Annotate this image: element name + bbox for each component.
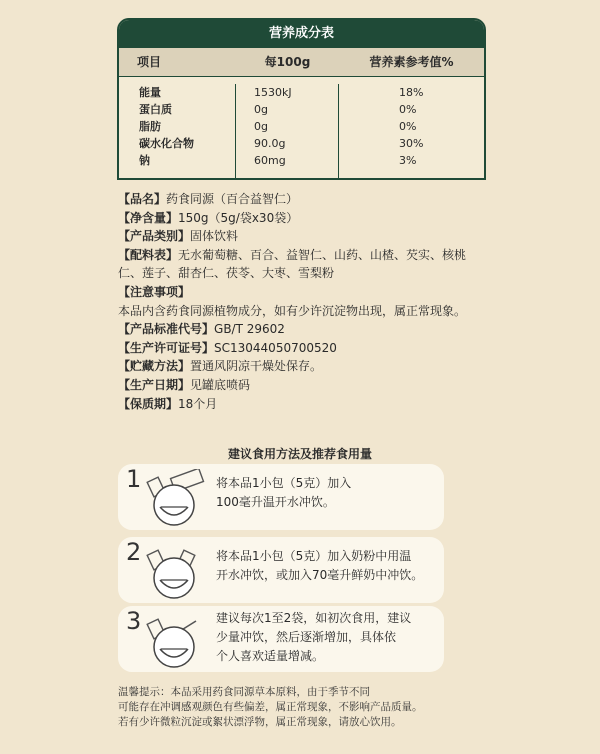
item-cell: 蛋白质 <box>139 103 172 116</box>
usage-step-3 <box>118 606 444 672</box>
item-cell: 能量 <box>139 86 161 99</box>
per100g-cell: 0g <box>254 120 268 133</box>
nutrition-table <box>117 18 486 180</box>
info-value: SC13044050700520 <box>214 340 337 355</box>
info-key: 【保质期】 <box>118 396 179 411</box>
info-key: 【净含量】 <box>118 210 179 225</box>
item-cell: 脂肪 <box>139 120 161 133</box>
step-text-line: 将本品1小包（5克）加入奶粉中用温 <box>216 549 412 563</box>
info-key: 【配料表】 <box>118 247 179 262</box>
nrv-cell: 0% <box>399 120 417 133</box>
per100g-cell: 60mg <box>254 154 286 167</box>
info-license <box>118 339 488 358</box>
usage-step-1 <box>118 464 444 530</box>
step-number: 1 <box>126 465 142 493</box>
sachet-pour-icon <box>146 469 208 527</box>
nrv-column <box>339 84 484 180</box>
tip-line: 可能存在冲调感观颜色有些偏差，属正常现象，不影响产品质量。 <box>118 701 423 713</box>
info-value: 18个月 <box>178 396 218 411</box>
info-key: 【产品标准代号】 <box>118 322 215 337</box>
tip-line: 温馨提示：本品采用药食同源草本原料，由于季节不同 <box>118 686 370 698</box>
product-info <box>118 190 488 413</box>
info-notice-text: 本品内含药食同源植物成分，如有少许沉淀物出现，属正常现象。 <box>118 303 467 318</box>
item-cell: 碳水化合物 <box>139 137 194 150</box>
info-type <box>118 227 488 246</box>
step-text-line: 个人喜欢适量增减。 <box>216 649 325 663</box>
info-name <box>118 190 488 209</box>
per100g-cell: 0g <box>254 103 268 116</box>
header-per100g: 每100g <box>264 55 311 69</box>
info-key: 【贮藏方法】 <box>118 359 191 374</box>
header-item: 项目 <box>137 55 162 69</box>
info-value: 固体饮料 <box>190 229 239 244</box>
info-storage <box>118 357 488 376</box>
nrv-cell: 30% <box>399 137 424 150</box>
tip-line: 若有少许微粒沉淀或絮状漂浮物，属正常现象，请放心饮用。 <box>118 716 402 728</box>
info-key: 【注意事项】 <box>118 284 191 299</box>
info-value: 见罐底喷码 <box>190 377 251 392</box>
info-ingredients <box>118 246 488 265</box>
per100g-cell: 1530kJ <box>254 86 292 99</box>
info-key: 【产品类别】 <box>118 229 191 244</box>
info-value: 无水葡萄糖、百合、益智仁、山药、山楂、芡实、核桃 <box>178 247 467 262</box>
step-number: 2 <box>126 538 142 566</box>
item-column <box>119 84 236 180</box>
info-ingredients-cont: 仁、莲子、甜杏仁、茯苓、大枣、雪梨粉 <box>118 266 335 281</box>
per100g-column <box>236 84 339 180</box>
spoon-icon <box>146 611 208 669</box>
nutrition-table-header <box>119 48 484 77</box>
info-key: 【生产许可证号】 <box>118 340 215 355</box>
step-text-line: 少量冲饮，然后逐渐增加，具体依 <box>216 630 397 644</box>
warm-tip <box>118 685 468 730</box>
info-shelf-life <box>118 395 488 414</box>
nrv-cell: 3% <box>399 154 417 167</box>
item-cell: 钠 <box>139 154 150 167</box>
step-text <box>216 547 436 585</box>
per100g-cell: 90.0g <box>254 137 286 150</box>
info-value: GB/T 29602 <box>214 322 285 337</box>
step-text-line: 开水冲饮，或加入70毫升鲜奶中冲饮。 <box>216 568 424 582</box>
nrv-cell: 0% <box>399 103 417 116</box>
info-standard <box>118 320 488 339</box>
nutrition-table-title: 营养成分表 <box>119 20 484 48</box>
step-text-line: 将本品1小包（5克）加入 <box>216 476 352 490</box>
usage-title: 建议食用方法及推荐食用量 <box>227 447 372 461</box>
step-text <box>216 474 436 512</box>
info-value: 150g（5g/袋x30袋） <box>178 210 299 225</box>
nrv-cell: 18% <box>399 86 424 99</box>
info-key: 【品名】 <box>118 192 167 206</box>
step-number: 3 <box>126 607 142 635</box>
info-net-content <box>118 209 488 228</box>
info-notice <box>118 283 488 302</box>
info-production-date <box>118 376 488 395</box>
info-value: 置通风阴凉干燥处保存。 <box>190 359 323 374</box>
usage-step-2 <box>118 537 444 603</box>
nutrition-table-body <box>119 77 484 180</box>
header-nrv: 营养素参考值% <box>369 55 454 69</box>
info-value: 药食同源（百合益智仁） <box>166 192 299 206</box>
step-text-line: 建议每次1至2袋，如初次食用，建议 <box>216 611 412 625</box>
step-text <box>216 609 436 666</box>
step-text-line: 100毫升温开水冲饮。 <box>216 495 335 509</box>
sachet-pour-icon <box>146 542 208 600</box>
info-key: 【生产日期】 <box>118 377 191 392</box>
